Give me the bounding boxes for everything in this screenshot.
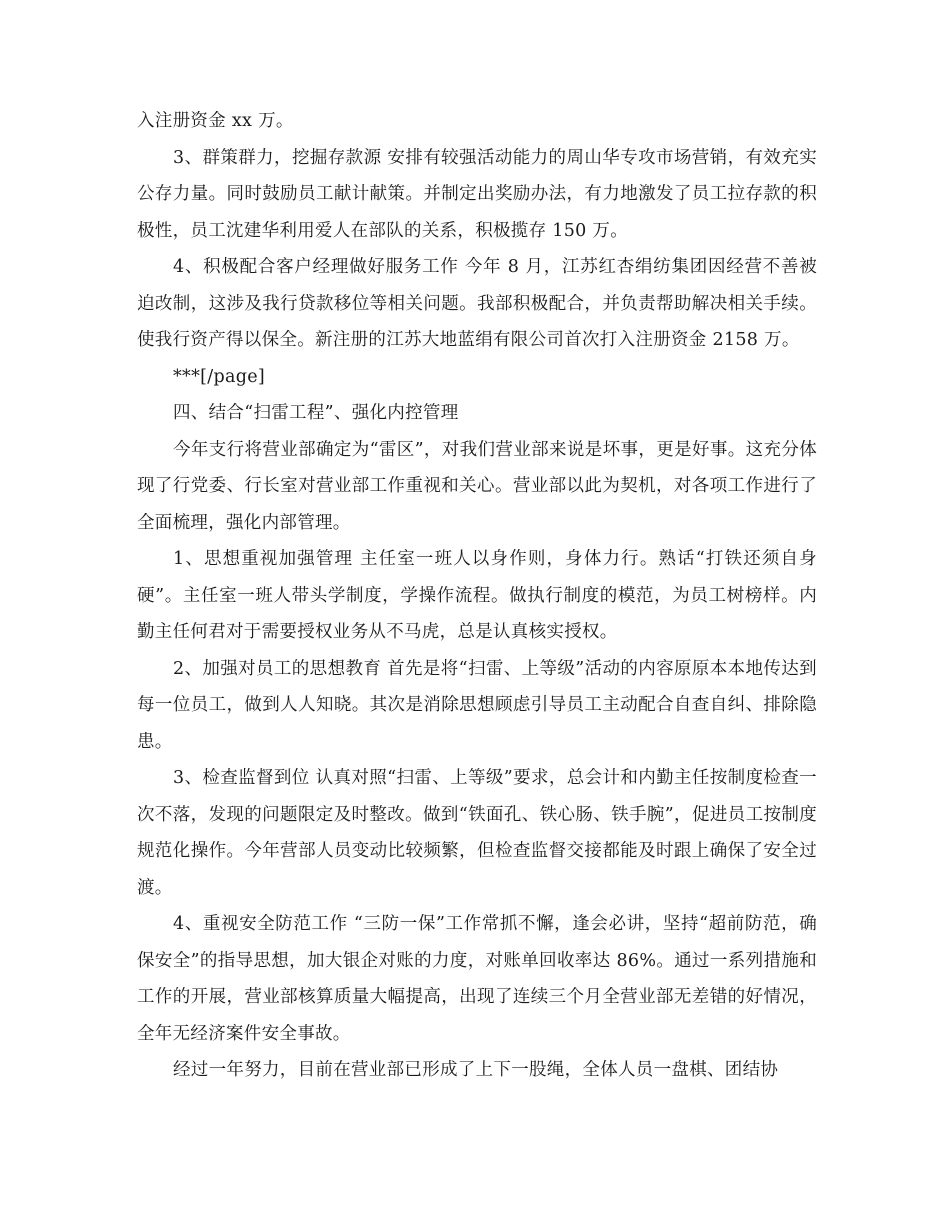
document-body: [137, 103, 817, 1089]
paragraph: 经过一年努力，目前在营业部已形成了上下一股绳，全体人员一盘棋、团结协: [173, 1060, 779, 1080]
paragraph: 4、重视安全防范工作 “三防一保”工作常抓不懈，逢会必讲，坚持“超前防范，确保安全”的指导思想，加大银企对账的力度，对账单回收率达 86%。通过一系列措施和工作的开展，营业部核算质量大幅提高，出现了连续三个月全营业部无差错的好情况，全年无经济案件安全事故。: [137, 914, 817, 1044]
paragraph: 今年支行将营业部确定为“雷区”，对我们营业部来说是坏事，更是好事。这充分体现了行党委、行长室对营业部工作重视和关心。营业部以此为契机，对各项工作进行了全面梳理，强化内部管理。: [137, 439, 817, 533]
paragraph: 2、加强对员工的思想教育 首先是将“扫雷、上等级”活动的内容原原本本地传达到每一位员工，做到人人知晓。其次是消除思想顾虑引导员工主动配合自查自纠、排除隐患。: [137, 658, 817, 752]
paragraph: 入注册资金 xx 万。: [137, 111, 294, 131]
paragraph: 3、检查监督到位 认真对照“扫雷、上等级”要求，总会计和内勤主任按制度检查一次不落，发现的问题限定及时整改。做到“铁面孔、铁心肠、铁手腕”，促进员工按制度规范化操作。今年营部人员变动比较频繁，但检查监督交接都能及时跟上确保了安全过渡。: [137, 768, 817, 898]
paragraph: 1、思想重视加强管理 主任室一班人以身作则，身体力行。熟话“打铁还须自身硬”。主任室一班人带头学制度，学操作流程。做执行制度的模范，为员工树榜样。内勤主任何君对于需要授权业务从不马虎，总是认真核实授权。: [137, 549, 817, 642]
page-marker: ***[/page]: [173, 366, 265, 387]
paragraph: 4、积极配合客户经理做好服务工作 今年 8 月，江苏红杏绢纺集团因经营不善被迫改制，这涉及我行贷款移位等相关问题。我部积极配合，并负责帮助解决相关手续。使我行资产得以保全。新注册的江苏大地蓝绢有限公司首次打入注册资金 2158 万。: [137, 257, 817, 350]
paragraph: 3、群策群力，挖掘存款源 安排有较强活动能力的周山华专攻市场营销，有效充实公存力量。同时鼓励员工献计献策。并制定出奖励办法，有力地激发了员工拉存款的积极性，员工沈建华利用爱人在部队的关系，积极揽存 150 万。: [137, 147, 817, 241]
section-heading: 四、结合“扫雷工程”、强化内控管理: [173, 403, 459, 423]
